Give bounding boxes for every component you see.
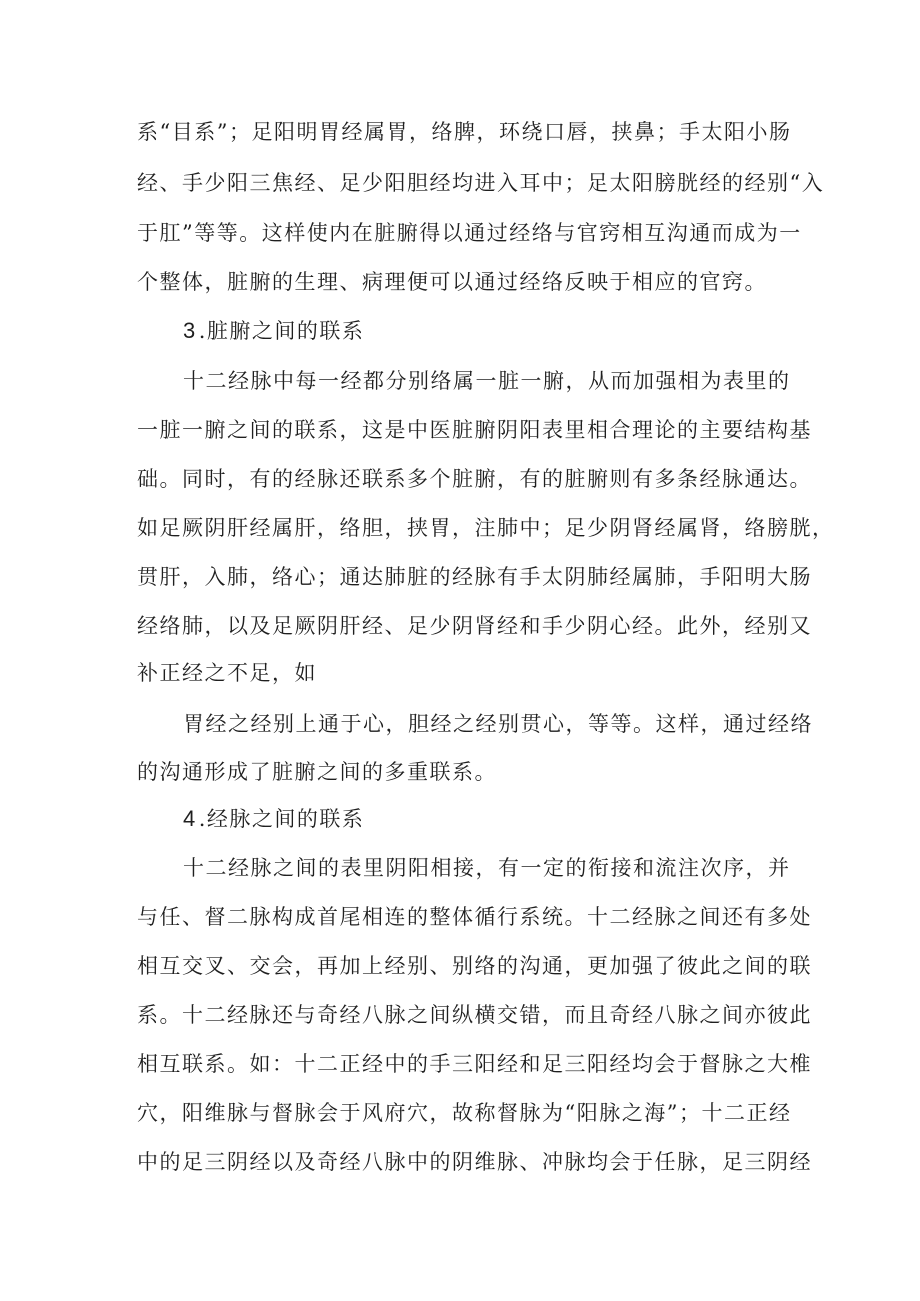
paragraph-line: 个整体，脏腑的生理、病理便可以通过经络反映于相应的官窍。: [137, 270, 767, 294]
paragraph-line: 补正经之不足，如: [137, 661, 317, 685]
paragraph-line: 于肛”等等。这样使内在脏腑得以通过经络与官窍相互沟通而成为一: [137, 221, 802, 245]
paragraph-line: 经、手少阳三焦经、足少阳胆经均进入耳中；足太阳膀胱经的经别“入: [137, 171, 825, 195]
paragraph-line: 如足厥阴肝经属肝，络胆，挟胃，注肺中；足少阴肾经属肾，络膀胱，: [137, 516, 835, 540]
paragraph-line: 的沟通形成了脏腑之间的多重联系。: [137, 760, 497, 784]
section-number: 4: [183, 806, 197, 831]
paragraph-line: 穴，阳维脉与督脉会于风府穴，故称督脉为“阳脉之海”；十二正经: [137, 1101, 792, 1125]
section-title: .经脉之间的联系: [198, 807, 365, 831]
paragraph-line: 胃经之经别上通于心，胆经之经别贯心，等等。这样，通过经络: [183, 712, 813, 736]
paragraph-line: 贯肝，入肺，络心；通达肺脏的经脉有手太阴肺经属肺，手阳明大肠: [137, 565, 812, 589]
paragraph-line: 础。同时，有的经脉还联系多个脏腑，有的脏腑则有多条经脉通达。: [137, 467, 812, 491]
paragraph-line: 系。十二经脉还与奇经八脉之间纵横交错，而且奇经八脉之间亦彼此: [137, 1003, 812, 1027]
section-heading-4: [183, 804, 920, 834]
paragraph-line: 十二经脉之间的表里阴阳相接，有一定的衔接和流注次序，并: [183, 856, 791, 880]
paragraph-line: 中的足三阴经以及奇经八脉中的阴维脉、冲脉均会于任脉，足三阴经: [137, 1150, 812, 1174]
paragraph-line: 一脏一腑之间的联系，这是中医脏腑阴阳表里相合理论的主要结构基: [137, 418, 812, 442]
section-number: 3: [183, 318, 197, 343]
paragraph-line: 与任、督二脉构成首尾相连的整体循行系统。十二经脉之间还有多处: [137, 905, 812, 929]
section-heading-3: [183, 316, 920, 346]
paragraph-line: 系“目系”；足阳明胃经属胃，络脾，环绕口唇，挟鼻；手太阳小肠: [137, 120, 792, 144]
paragraph-line: 相互交叉、交会，再加上经别、别络的沟通，更加强了彼此之间的联: [137, 954, 812, 978]
paragraph-line: 经络肺，以及足厥阴肝经、足少阴肾经和手少阴心经。此外，经别又: [137, 614, 812, 638]
paragraph-line: 相互联系。如：十二正经中的手三阳经和足三阳经均会于督脉之大椎: [137, 1052, 812, 1076]
section-title: .脏腑之间的联系: [198, 319, 365, 343]
paragraph-line: 十二经脉中每一经都分别络属一脏一腑，从而加强相为表里的: [183, 369, 791, 393]
